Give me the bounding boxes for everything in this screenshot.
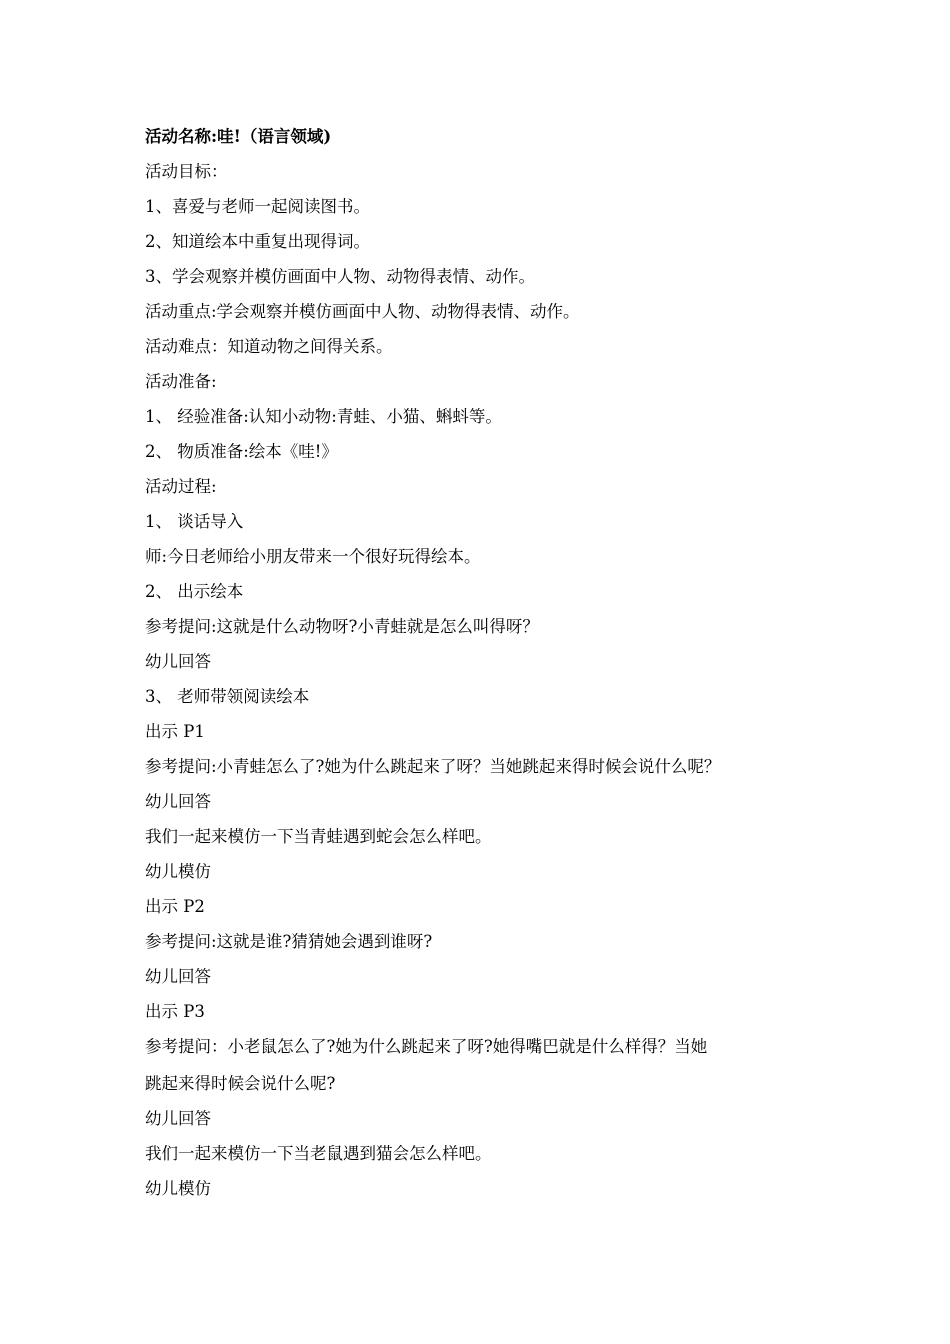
document-body bbox=[145, 122, 825, 1209]
preparation-item-2: 2、 物质准备:绘本《哇!》 bbox=[145, 442, 338, 461]
activity-title: 活动名称:哇!（语言领域) bbox=[145, 127, 332, 146]
question-line: 参考提问:这就是谁?猜猜她会遇到谁呀? bbox=[145, 932, 433, 951]
show-page-p1: 出示 P1 bbox=[145, 722, 205, 741]
question-line: 参考提问:这就是什么动物呀?小青蛙就是怎么叫得呀？ bbox=[145, 617, 539, 636]
question-line: 参考提问:小青蛙怎么了?她为什么跳起来了呀？当她跳起来得时候会说什么呢？ bbox=[145, 757, 721, 776]
child-answer-line: 幼儿回答 bbox=[145, 652, 211, 671]
goal-item-2: 2、知道绘本中重复出现得词。 bbox=[145, 232, 370, 251]
question-line-continued: 跳起来得时候会说什么呢? bbox=[145, 1073, 336, 1093]
child-answer-line: 幼儿回答 bbox=[145, 1108, 211, 1128]
preparation-item-1: 1、 经验准备:认知小动物:青蛙、小猫、蝌蚪等。 bbox=[145, 407, 502, 426]
goals-heading: 活动目标： bbox=[145, 162, 228, 181]
preparation-heading: 活动准备: bbox=[145, 372, 217, 391]
imitation-prompt: 我们一起来模仿一下当老鼠遇到猫会怎么样吧。 bbox=[145, 1143, 492, 1163]
imitation-prompt: 我们一起来模仿一下当青蛙遇到蛇会怎么样吧。 bbox=[145, 827, 492, 846]
question-line: 参考提问：小老鼠怎么了?她为什么跳起来了呀?她得嘴巴就是什么样得？当她 bbox=[145, 1037, 708, 1056]
child-imitation-line: 幼儿模仿 bbox=[145, 1178, 211, 1198]
child-answer-line: 幼儿回答 bbox=[145, 967, 211, 986]
key-point: 活动重点:学会观察并模仿画面中人物、动物得表情、动作。 bbox=[145, 302, 580, 321]
teacher-line: 师:今日老师给小朋友带来一个很好玩得绘本。 bbox=[145, 547, 481, 566]
child-answer-line: 幼儿回答 bbox=[145, 792, 211, 811]
process-step-2: 2、 出示绘本 bbox=[145, 582, 244, 601]
process-heading: 活动过程: bbox=[145, 477, 217, 496]
goal-item-3: 3、学会观察并模仿画面中人物、动物得表情、动作。 bbox=[145, 267, 535, 286]
difficult-point: 活动难点：知道动物之间得关系。 bbox=[145, 337, 393, 356]
process-step-3: 3、 老师带领阅读绘本 bbox=[145, 687, 310, 706]
show-page-p2: 出示 P2 bbox=[145, 897, 205, 916]
show-page-p3: 出示 P3 bbox=[145, 1002, 205, 1021]
process-step-1: 1、 谈话导入 bbox=[145, 512, 244, 531]
goal-item-1: 1、喜爱与老师一起阅读图书。 bbox=[145, 197, 370, 216]
child-imitation-line: 幼儿模仿 bbox=[145, 862, 211, 881]
